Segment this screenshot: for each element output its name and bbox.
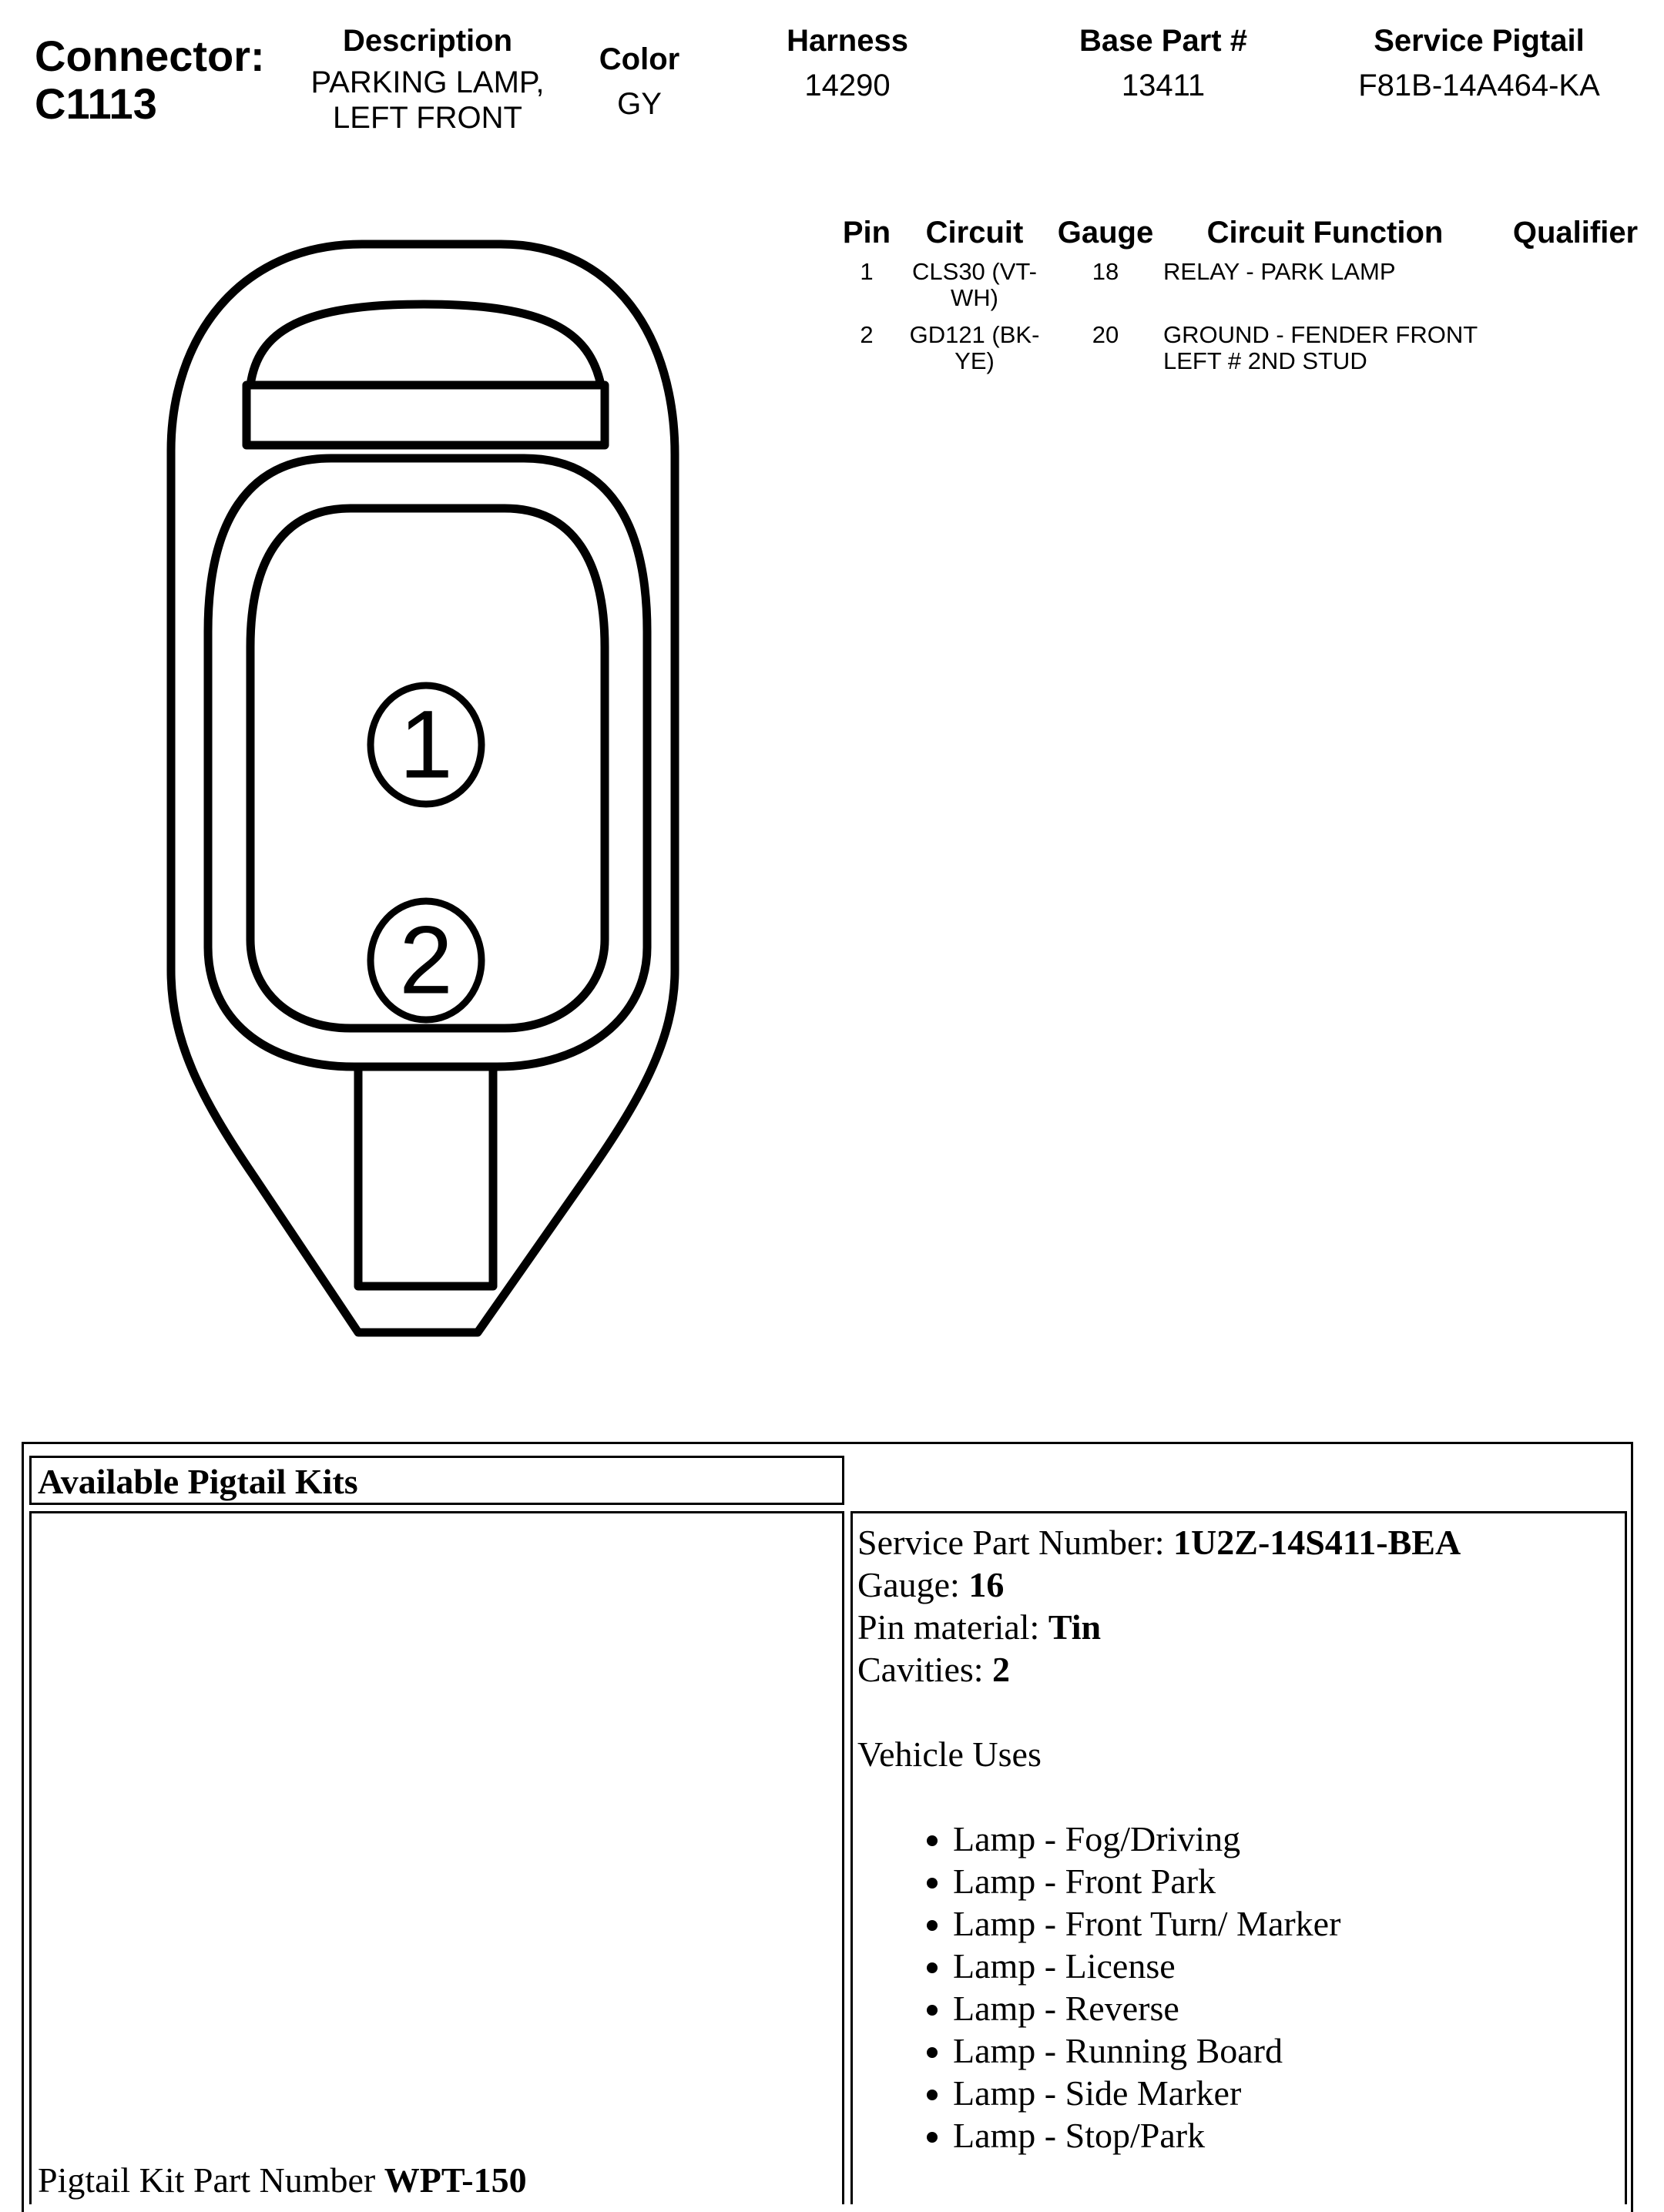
base-part-label: Base Part #: [1079, 24, 1247, 58]
circuit-cell: [901, 259, 1048, 311]
kit-gauge-value: 16: [968, 1565, 1005, 1604]
circuit-function-cell: [1163, 322, 1502, 374]
function-line: LEFT # 2ND STUD: [1163, 347, 1367, 374]
pin-header: Pin: [842, 216, 891, 250]
pin-table: [832, 216, 1649, 385]
pin-cell: 2: [860, 321, 874, 348]
list-item: • Lamp - Side Marker: [953, 2072, 1461, 2114]
list-item: • Lamp - Reverse: [953, 1987, 1461, 2029]
list-item: • Lamp - License: [953, 1945, 1461, 1987]
connector-header: [0, 23, 1664, 162]
service-part-label: Service Part Number:: [857, 1523, 1174, 1562]
gauge-header: Gauge: [1057, 216, 1154, 250]
connector-latch: [250, 304, 601, 385]
vehicle-uses-list: [857, 1818, 1461, 2157]
description-label: Description: [342, 24, 513, 58]
service-pigtail-value: F81B-14A464-KA: [1358, 69, 1600, 102]
service-pigtail-label: Service Pigtail: [1374, 24, 1585, 58]
circuit-cell: [901, 322, 1048, 374]
circuit-header: Circuit: [925, 216, 1024, 250]
base-part-value: 13411: [1121, 69, 1206, 102]
list-item: • Lamp - Front Turn/ Marker: [953, 1902, 1461, 1945]
qualifier-header: Qualifier: [1512, 216, 1639, 250]
pigtail-kit-details: [857, 1521, 1461, 2157]
vehicle-uses-heading: Vehicle Uses: [857, 1734, 1042, 1774]
cavities-value: 2: [992, 1650, 1011, 1689]
gauge-cell: 20: [1092, 321, 1119, 348]
cavity-2-label: 2: [399, 907, 453, 1014]
circuit-line: YE): [954, 347, 995, 374]
harness-label: Harness: [787, 24, 908, 58]
cavities: [857, 1648, 1461, 1691]
pigtail-kits-title: Available Pigtail Kits: [38, 1462, 358, 1501]
connector-face-diagram: [154, 231, 709, 1417]
circuit-function-header: Circuit Function: [1206, 216, 1444, 250]
pigtail-kit-part-number: [38, 2161, 527, 2200]
base-part-column: [1032, 23, 1294, 103]
description-column: [285, 23, 570, 136]
pin-material-label: Pin material:: [857, 1607, 1048, 1647]
pigtail-kit-image-cell: [29, 1511, 844, 2204]
function-line: GROUND - FENDER FRONT: [1163, 321, 1478, 348]
pin-cell: 1: [860, 258, 874, 285]
service-part-number: [857, 1521, 1461, 1563]
connector-title: [35, 32, 265, 128]
description-line: LEFT FRONT: [333, 101, 522, 135]
circuit-line: WH): [951, 284, 998, 311]
pigtail-kit-details-cell: [850, 1511, 1627, 2204]
cavity-1-label: 1: [399, 691, 453, 799]
table-row: [832, 322, 1649, 374]
gauge-cell: 18: [1092, 258, 1119, 285]
cavities-label: Cavities:: [857, 1650, 993, 1689]
pin-material: [857, 1606, 1461, 1648]
kit-part-value: WPT-150: [384, 2160, 527, 2200]
connector-latch-bar: [247, 385, 605, 445]
service-pigtail-column: [1310, 23, 1649, 103]
circuit-function-cell: [1163, 259, 1502, 285]
connector-id: C1113: [35, 79, 157, 128]
list-item: • Lamp - Fog/Driving: [953, 1818, 1461, 1860]
circuit-line: GD121 (BK-: [909, 321, 1040, 348]
service-part-value: 1U2Z-14S411-BEA: [1173, 1523, 1461, 1562]
connector-label: Connector:: [35, 32, 265, 80]
list-item: • Lamp - Running Board: [953, 2029, 1461, 2072]
pigtail-kits-title-box: [29, 1456, 844, 1505]
list-item: • Lamp - Front Park: [953, 1860, 1461, 1902]
circuit-line: CLS30 (VT-: [912, 258, 1037, 285]
color-column: [574, 42, 705, 122]
kit-gauge-label: Gauge:: [857, 1565, 969, 1604]
color-value: GY: [617, 87, 662, 121]
harness-column: [732, 23, 963, 103]
color-label: Color: [599, 42, 680, 76]
harness-value: 14290: [804, 69, 891, 102]
table-row: [832, 259, 1649, 311]
description-line: PARKING LAMP,: [310, 65, 545, 99]
list-item: • Lamp - Stop/Park: [953, 2114, 1461, 2157]
pin-table-header: [832, 216, 1649, 259]
kit-part-label: Pigtail Kit Part Number: [38, 2160, 384, 2200]
function-line: RELAY - PARK LAMP: [1163, 258, 1396, 285]
pin-material-value: Tin: [1048, 1607, 1102, 1647]
kit-gauge: [857, 1563, 1461, 1606]
connector-key-tab: [358, 1067, 493, 1286]
